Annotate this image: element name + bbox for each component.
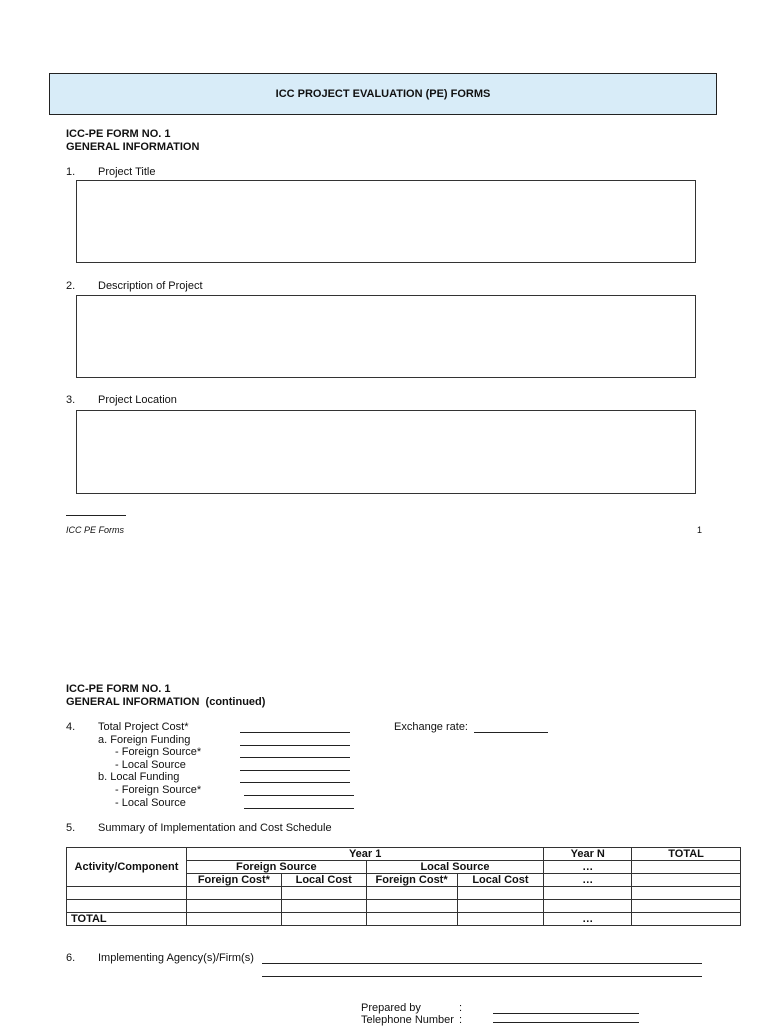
year1-header: Year 1 (186, 848, 543, 861)
section-title: GENERAL INFORMATION (66, 141, 200, 153)
project-description-field[interactable] (76, 295, 696, 378)
section-title: GENERAL INFORMATION (continued) (66, 696, 266, 708)
ellipsis-cell: … (544, 874, 632, 887)
table-cell[interactable] (186, 913, 281, 926)
table-cell[interactable] (366, 900, 457, 913)
table-cell[interactable] (186, 887, 281, 900)
table-cell[interactable] (632, 861, 741, 874)
colon: : (459, 1002, 463, 1014)
schedule-label: Summary of Implementation and Cost Schedule (98, 822, 332, 834)
table-header-row (67, 848, 741, 861)
ellipsis-cell: … (544, 913, 632, 926)
item-number: 1. (66, 166, 76, 178)
foreign-funding-field[interactable] (240, 745, 350, 746)
foreign-source-label: - Foreign Source* (115, 784, 202, 796)
telephone-label: Telephone Number (361, 1014, 454, 1026)
prepared-by-label: Prepared by (361, 1002, 421, 1014)
table-cell[interactable] (544, 887, 632, 900)
item-number: 3. (66, 394, 76, 406)
form-number: ICC-PE FORM NO. 1 (66, 683, 171, 695)
table-cell[interactable] (186, 900, 281, 913)
table-cell[interactable] (544, 900, 632, 913)
local-cost-header: Local Cost (457, 874, 544, 887)
local-source-label: - Local Source (115, 797, 186, 809)
project-location-label: Project Location (98, 394, 177, 406)
table-cell[interactable] (366, 887, 457, 900)
prepared-by-field[interactable] (493, 1013, 639, 1014)
footer-rule (66, 515, 126, 516)
local-funding-label: b. Local Funding (98, 771, 180, 783)
local-source-label: - Local Source (115, 759, 186, 771)
foreign-funding-label: a. Foreign Funding (98, 734, 191, 746)
footer-label: ICC PE Forms (66, 525, 125, 535)
total-row-label: TOTAL (67, 913, 187, 926)
table-cell[interactable] (281, 900, 366, 913)
foreign-cost-header: Foreign Cost* (186, 874, 281, 887)
local-funding-local-source-field[interactable] (244, 808, 354, 809)
project-title-label: Project Title (98, 166, 156, 178)
item-number: 6. (66, 952, 76, 964)
project-location-field[interactable] (76, 410, 696, 494)
total-header: TOTAL (632, 848, 741, 861)
yearN-header: Year N (544, 848, 632, 861)
activity-header: Activity/Component (67, 848, 187, 887)
implementing-agency-field-2[interactable] (262, 976, 702, 977)
table-cell[interactable] (457, 887, 544, 900)
page-number: 1 (697, 525, 703, 535)
foreign-cost-header: Foreign Cost* (366, 874, 457, 887)
total-cost-field[interactable] (240, 732, 350, 733)
table-cell[interactable] (281, 887, 366, 900)
foreign-funding-local-source-field[interactable] (240, 770, 350, 771)
form-title: ICC PROJECT EVALUATION (PE) FORMS (275, 88, 491, 100)
item-number: 2. (66, 280, 76, 292)
table-cell[interactable] (457, 913, 544, 926)
ellipsis-cell: … (544, 861, 632, 874)
table-cell[interactable] (67, 900, 187, 913)
foreign-funding-foreign-source-field[interactable] (240, 757, 350, 758)
cost-schedule-table (66, 847, 741, 926)
table-row (67, 887, 741, 900)
project-title-field[interactable] (76, 180, 696, 263)
form-number: ICC-PE FORM NO. 1 (66, 128, 171, 140)
table-cell[interactable] (632, 887, 741, 900)
table-cell[interactable] (366, 913, 457, 926)
foreign-source-label: - Foreign Source* (115, 746, 202, 758)
table-cell[interactable] (457, 900, 544, 913)
exchange-rate-field[interactable] (474, 732, 548, 733)
table-row (67, 900, 741, 913)
colon: : (459, 1014, 463, 1026)
total-cost-label: Total Project Cost* (98, 721, 189, 733)
table-cell[interactable] (67, 887, 187, 900)
table-cell[interactable] (281, 913, 366, 926)
table-cell[interactable] (632, 900, 741, 913)
implementing-agency-field[interactable] (262, 963, 702, 964)
exchange-rate-label: Exchange rate: (394, 721, 468, 733)
item-number: 4. (66, 721, 76, 733)
telephone-field[interactable] (493, 1022, 639, 1023)
local-funding-field[interactable] (240, 782, 350, 783)
item-number: 5. (66, 822, 76, 834)
table-cell[interactable] (632, 874, 741, 887)
local-source-header: Local Source (366, 861, 544, 874)
project-description-label: Description of Project (98, 280, 203, 292)
local-cost-header: Local Cost (281, 874, 366, 887)
form-title-banner (49, 73, 717, 115)
foreign-source-header: Foreign Source (186, 861, 366, 874)
table-cell[interactable] (632, 913, 741, 926)
local-funding-foreign-source-field[interactable] (244, 795, 354, 796)
implementing-agency-label: Implementing Agency(s)/Firm(s) (98, 952, 254, 964)
table-total-row (67, 913, 741, 926)
